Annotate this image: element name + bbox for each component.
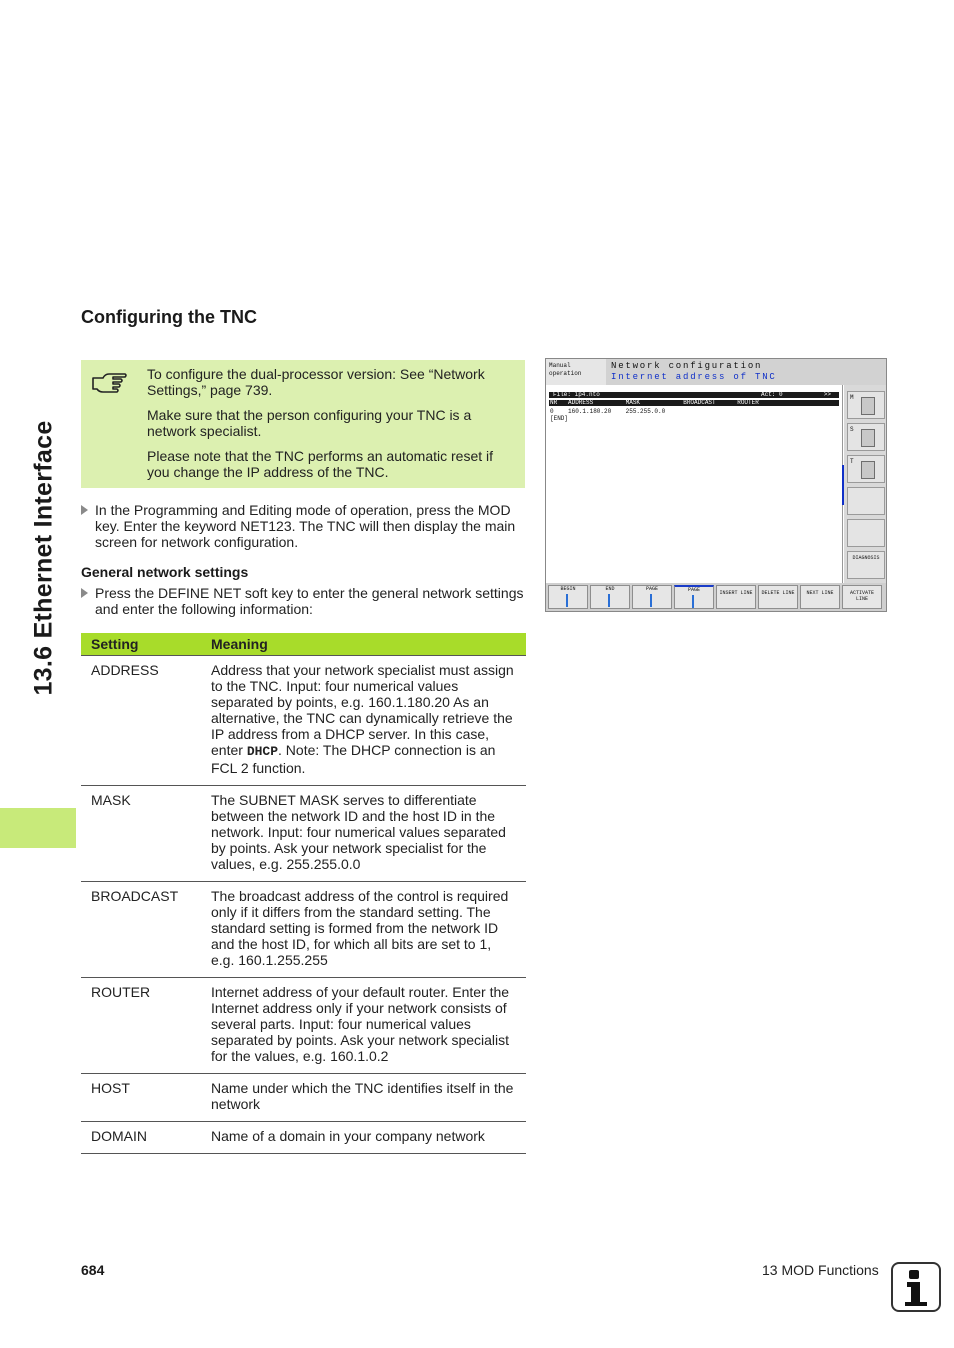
machine-icon	[861, 397, 875, 415]
note-paragraph: Make sure that the person configuring your TNC is a network specialist.	[147, 407, 472, 439]
arrow-up-icon	[650, 594, 652, 607]
screen-right-softkeys	[844, 385, 886, 583]
setting-cell: BROADCAST	[81, 882, 201, 978]
setting-cell: ROUTER	[81, 978, 201, 1074]
bullet-triangle-icon	[81, 588, 88, 598]
section-title: Configuring the TNC	[81, 307, 257, 327]
info-icon	[891, 1262, 941, 1312]
subheading: General network settings	[81, 564, 249, 580]
note-paragraph: To configure the dual-processor version: See “Network Settings,” page 739.	[147, 366, 485, 398]
softkey-end[interactable]: END	[590, 585, 630, 609]
table-header-row	[81, 633, 526, 656]
screen-mode-label: Manual operation	[546, 359, 606, 385]
setting-cell: MASK	[81, 786, 201, 882]
softkey-s[interactable]: S	[847, 423, 885, 451]
screen-file-bar: File: ip4.nto Act: 0 >>	[549, 392, 839, 398]
pointing-hand-icon	[91, 368, 129, 396]
softkey-m[interactable]: M	[847, 391, 885, 419]
tool-icon	[861, 461, 875, 479]
meaning-cell: Name under which the TNC identifies itself in the network	[201, 1074, 526, 1122]
code-keyword: DHCP	[246, 744, 279, 759]
note-paragraph: Please note that the TNC performs an automatic reset if you change the IP address of the TNC.	[147, 448, 494, 480]
softkey-begin[interactable]: BEGIN	[548, 585, 588, 609]
screen-table-area	[546, 385, 843, 583]
note-box	[81, 360, 525, 488]
meaning-cell: Name of a domain in your company network	[201, 1122, 526, 1154]
softkey-t[interactable]: T	[847, 455, 885, 483]
screen-columns-bar: NR ADDRESS MASK BROADCAST ROUTER	[549, 400, 839, 406]
arrow-up-icon	[566, 594, 568, 607]
setting-cell: ADDRESS	[81, 656, 201, 786]
softkey-page-down[interactable]: PAGE	[674, 585, 714, 609]
spindle-icon	[861, 429, 875, 447]
meaning-cell: The SUBNET MASK serves to differentiate between the network ID and the host ID in the network. Input: four numerical values separated by points. Ask your network specialist for the values, e.g. 255.255.0.0	[201, 786, 526, 882]
softkey-diagnosis[interactable]: DIAGNOSIS	[847, 551, 885, 579]
meaning-cell: Address that your network specialist must assign to the TNC. Input: four numerical values separated by points, e.g. 160.1.180.20 As an alternative, the TNC can dynamically retrieve the IP address from a DHCP server. In this case, enter DHCP. Note: The DHCP connection is an FCL 2 function.	[201, 656, 526, 786]
softkey-activate-line[interactable]: ACTIVATE LINE	[842, 585, 882, 609]
softkey-delete-line[interactable]: DELETE LINE	[758, 585, 798, 609]
table-row	[81, 1074, 526, 1122]
instruction-step: In the Programming and Editing mode of operation, press the MOD key. Enter the keyword NET123. The TNC will then display the main screen for network configuration.	[81, 502, 525, 550]
tnc-screenshot	[545, 358, 887, 612]
side-chapter-title: 13.6 Ethernet Interface	[29, 420, 58, 696]
page-number: 684	[81, 1262, 105, 1278]
table-row	[81, 978, 526, 1074]
meaning-cell: The broadcast address of the control is required only if it differs from the standard setting. The standard setting is formed from the network ID and the host ID, for which all bits are set to 1, e.g. 160.1.255.255	[201, 882, 526, 978]
softkey-empty[interactable]	[847, 519, 885, 547]
setting-cell: HOST	[81, 1074, 201, 1122]
softkey-page-up[interactable]: PAGE	[632, 585, 672, 609]
table-row	[81, 882, 526, 978]
screen-end-marker: [END]	[550, 415, 569, 422]
screen-header: Network configuration Internet address of TNC	[606, 359, 886, 385]
column-header: Meaning	[201, 633, 526, 656]
table-row	[81, 786, 526, 882]
softkey-next-line[interactable]: NEXT LINE	[800, 585, 840, 609]
bullet-triangle-icon	[81, 505, 88, 515]
softkey-insert-line[interactable]: INSERT LINE	[716, 585, 756, 609]
note-text	[147, 366, 519, 489]
settings-table	[81, 633, 526, 1154]
softkey-empty[interactable]	[847, 487, 885, 515]
footer-chapter: 13 MOD Functions	[762, 1262, 879, 1278]
arrow-down-icon	[608, 594, 610, 607]
table-row	[81, 1122, 526, 1154]
meaning-cell: Internet address of your default router. Enter the Internet address only if your network consists of several parts. Input: four numerical values separated by points. Ask your network specialist for the values, e.g. 160.1.0.2	[201, 978, 526, 1074]
arrow-down-icon	[692, 595, 694, 608]
column-header: Setting	[81, 633, 201, 656]
instruction-step: Press the DEFINE NET soft key to enter the general network settings and enter the following information:	[81, 585, 525, 617]
table-row	[81, 656, 526, 786]
chapter-tab-marker	[0, 808, 76, 848]
setting-cell: DOMAIN	[81, 1122, 201, 1154]
screen-row: 0 160.1.180.20 255.255.0.0	[550, 408, 666, 415]
screen-bottom-softkeys	[546, 583, 886, 611]
